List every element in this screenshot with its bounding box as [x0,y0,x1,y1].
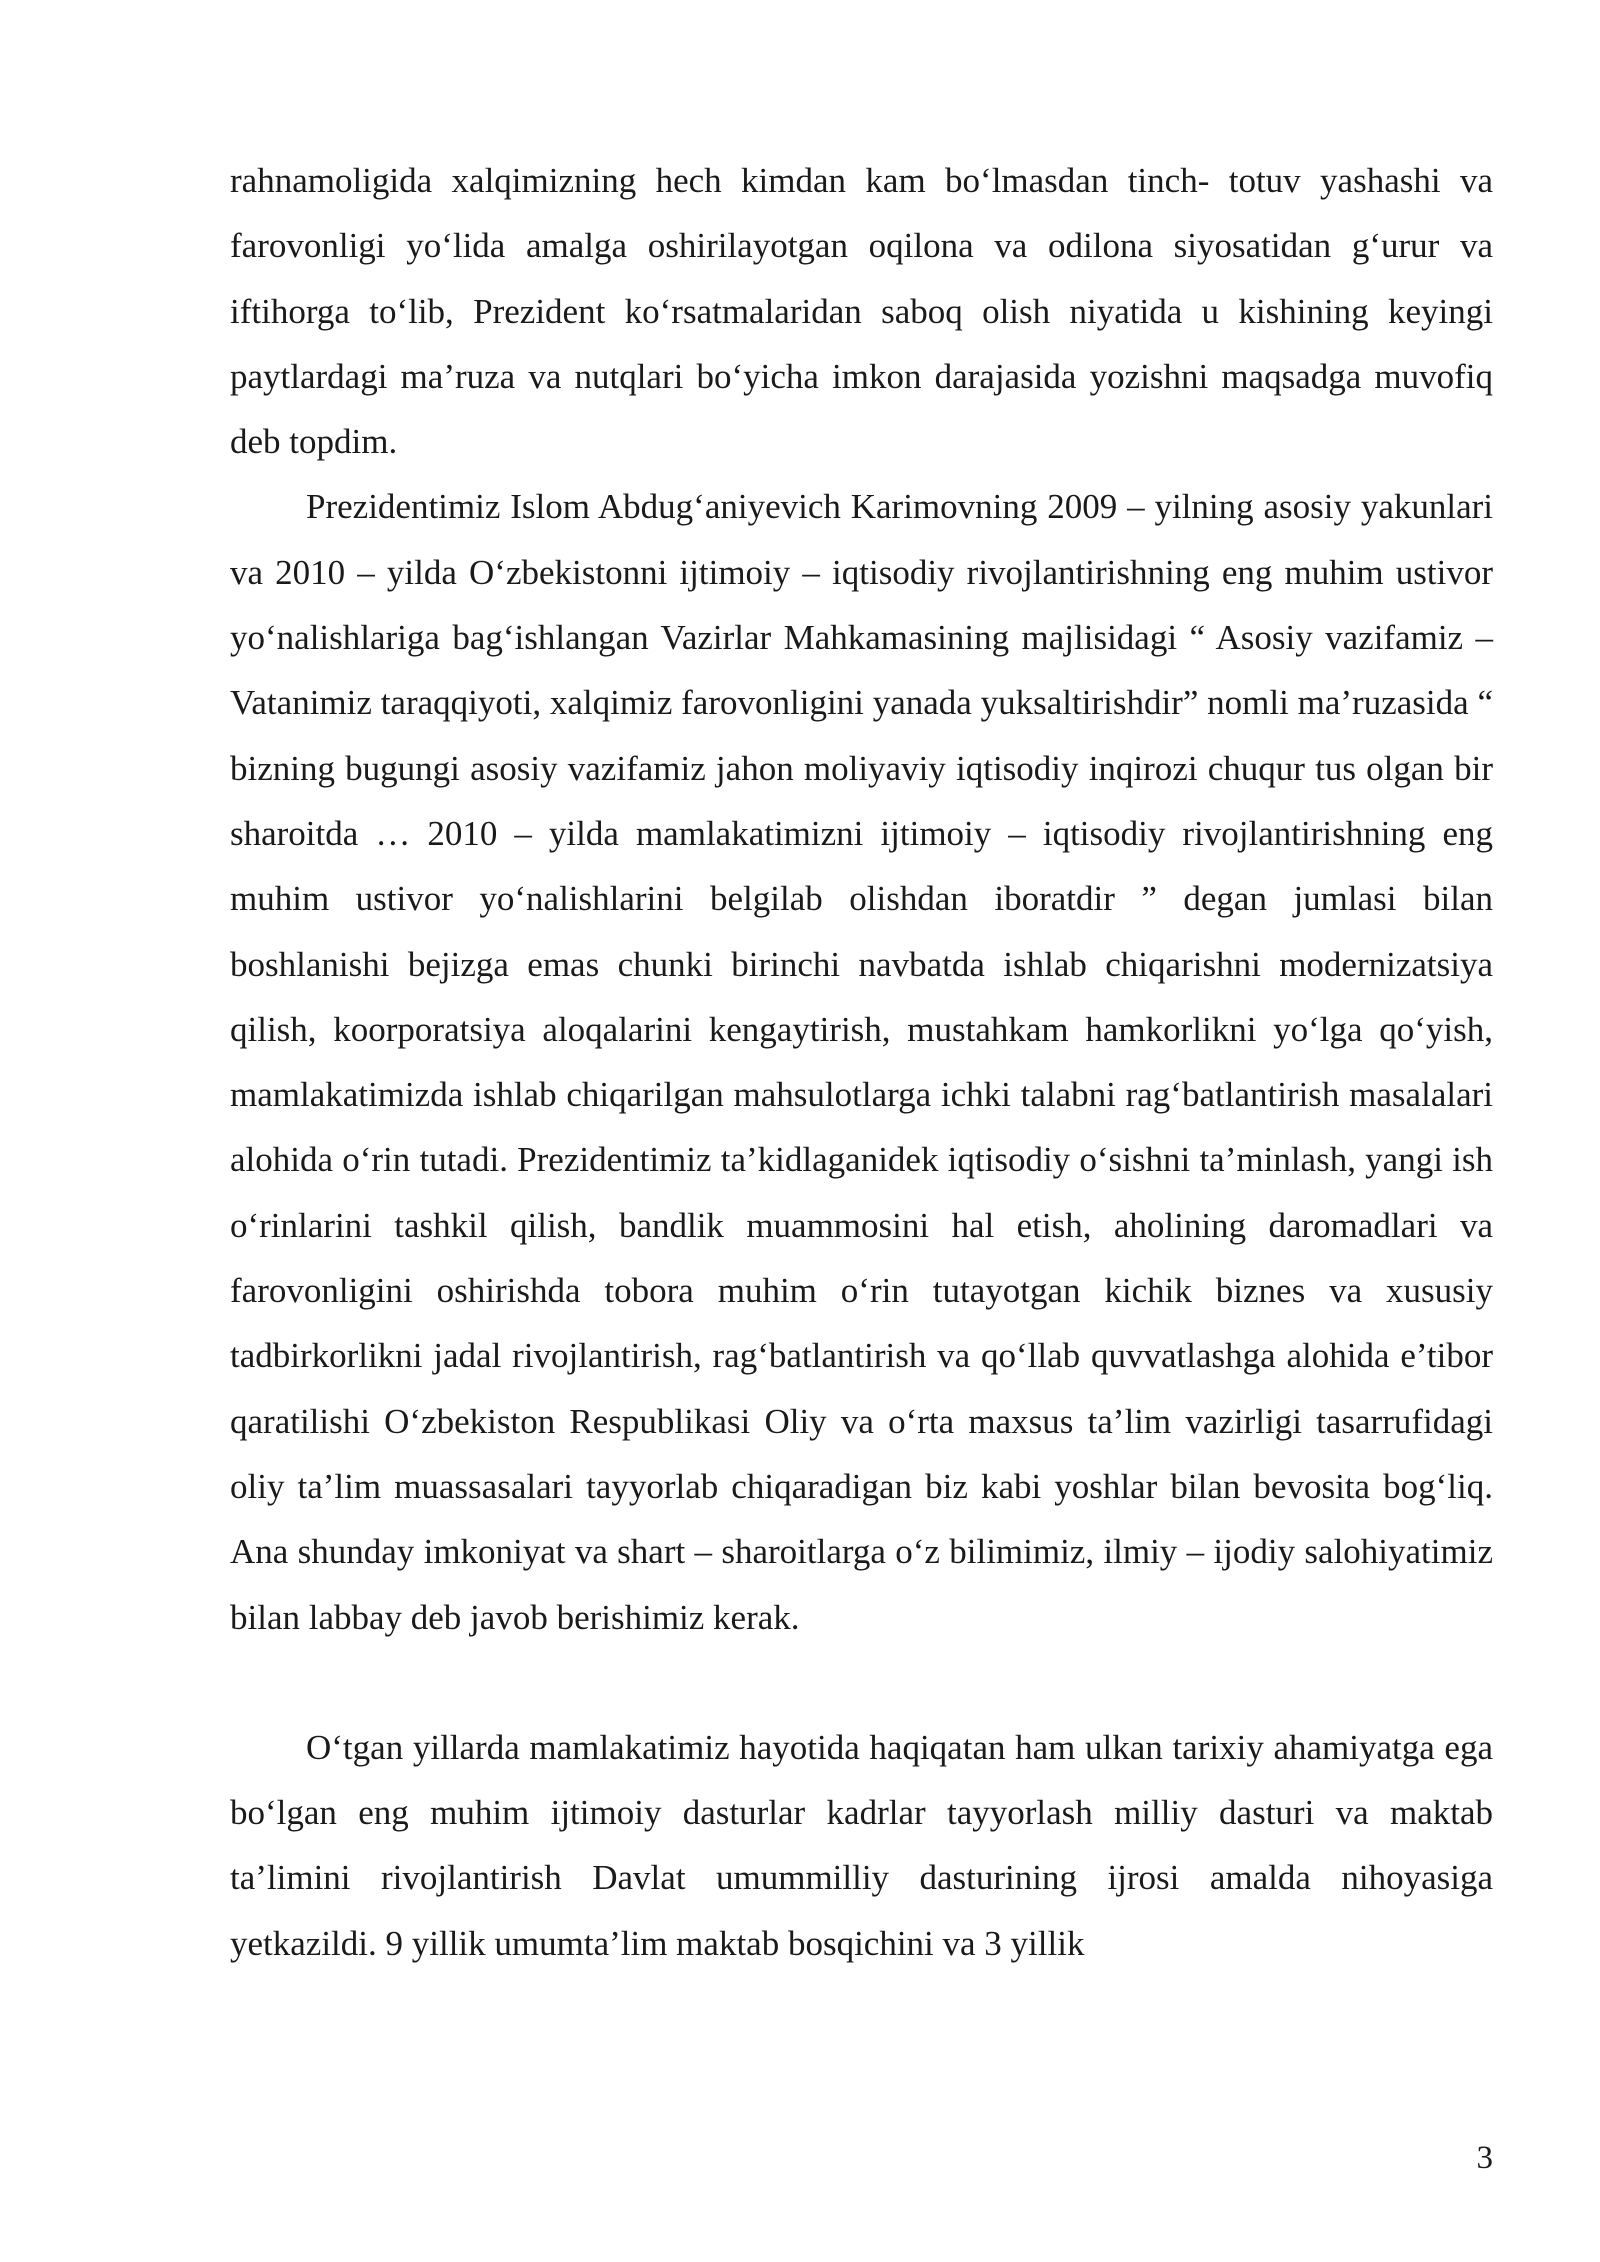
paragraph-3: O‘tgan yillarda mamlakatimiz hayotida haqiqatan ham ulkan tarixiy ahamiyatga ega bo‘lgan eng muhim ijtimoiy dasturlar kadrlar tayyorlash milliy dasturi va maktab ta’limini rivojlantirish Davlat umummilliy dasturining ijrosi amalda nihoyasiga yetkazildi. 9 yillik umumta’lim maktab bosqichini va 3 yillik [230,1727,1493,1963]
page-number: 3 [1476,2140,1493,2176]
paragraph-1: rahnamoligida xalqimizning hech kimdan kam bo‘lmasdan tinch- totuv yashashi va farovonligi yo‘lida amalga oshirilayotgan oqilona va odilona siyosatidan g‘urur va iftihorga to‘lib, Prezident ko‘rsatmalaridan saboq olish niyatida u kishining keyingi paytlardagi ma’ruza va nutqlari bo‘yicha imkon darajasida yozishni maqsadga muvofiq deb topdim. [230,161,1493,462]
document-body [230,148,1493,1976]
paragraph-2: Prezidentimiz Islom Abdug‘aniyevich Karimovning 2009 – yilning asosiy yakunlari va 2010 – yilda O‘zbekistonni ijtimoiy – iqtisodiy rivojlantirishning eng muhim ustivor yo‘nalishlariga bag‘ishlangan Vazirlar Mahkamasining majlisidagi “ Asosiy vazifamiz – Vatanimiz taraqqiyoti, xalqimiz farovonligini yanada yuksaltirishdir” nomli ma’ruzasida “ bizning bugungi asosiy vazifamiz jahon moliyaviy iqtisodiy inqirozi chuqur tus olgan bir sharoitda … 2010 – yilda mamlakatimizni ijtimoiy – iqtisodiy rivojlantirishning eng muhim ustivor yo‘nalishlarini belgilab olishdan iboratdir ” degan jumlasi bilan boshlanishi bejizga emas chunki birinchi navbatda ishlab chiqarishni modernizatsiya qilish, koorporatsiya aloqalarini kengaytirish, mustahkam hamkorlikni yo‘lga qo‘yish, mamlakatimizda ishlab chiqarilgan mahsulotlarga ichki talabni rag‘batlantirish masalalari alohida o‘rin tutadi. Prezidentimiz ta’kidlaganidek iqtisodiy o‘sishni ta’minlash, yangi ish o‘rinlarini tashkil qilish, bandlik muammosini hal etish, aholining daromadlari va farovonligini oshirishda tobora muhim o‘rin tutayotgan kichik biznes va xususiy tadbirkorlikni jadal rivojlantirish, rag‘batlantirish va qo‘llab quvvatlashga alohida e’tibor qaratilishi O‘zbekiston Respublikasi Oliy va o‘rta maxsus ta’lim vazirligi tasarrufidagi oliy ta’lim muassasalari tayyorlab chiqaradigan biz kabi yoshlar bilan bevosita bog‘liq. Ana shunday imkoniyat va shart – sharoitlarga o‘z bilimimiz, ilmiy – ijodiy salohiyatimiz bilan labbay deb javob berishimiz kerak. [230,487,1493,1637]
paragraph-spacer [230,1650,1493,1715]
